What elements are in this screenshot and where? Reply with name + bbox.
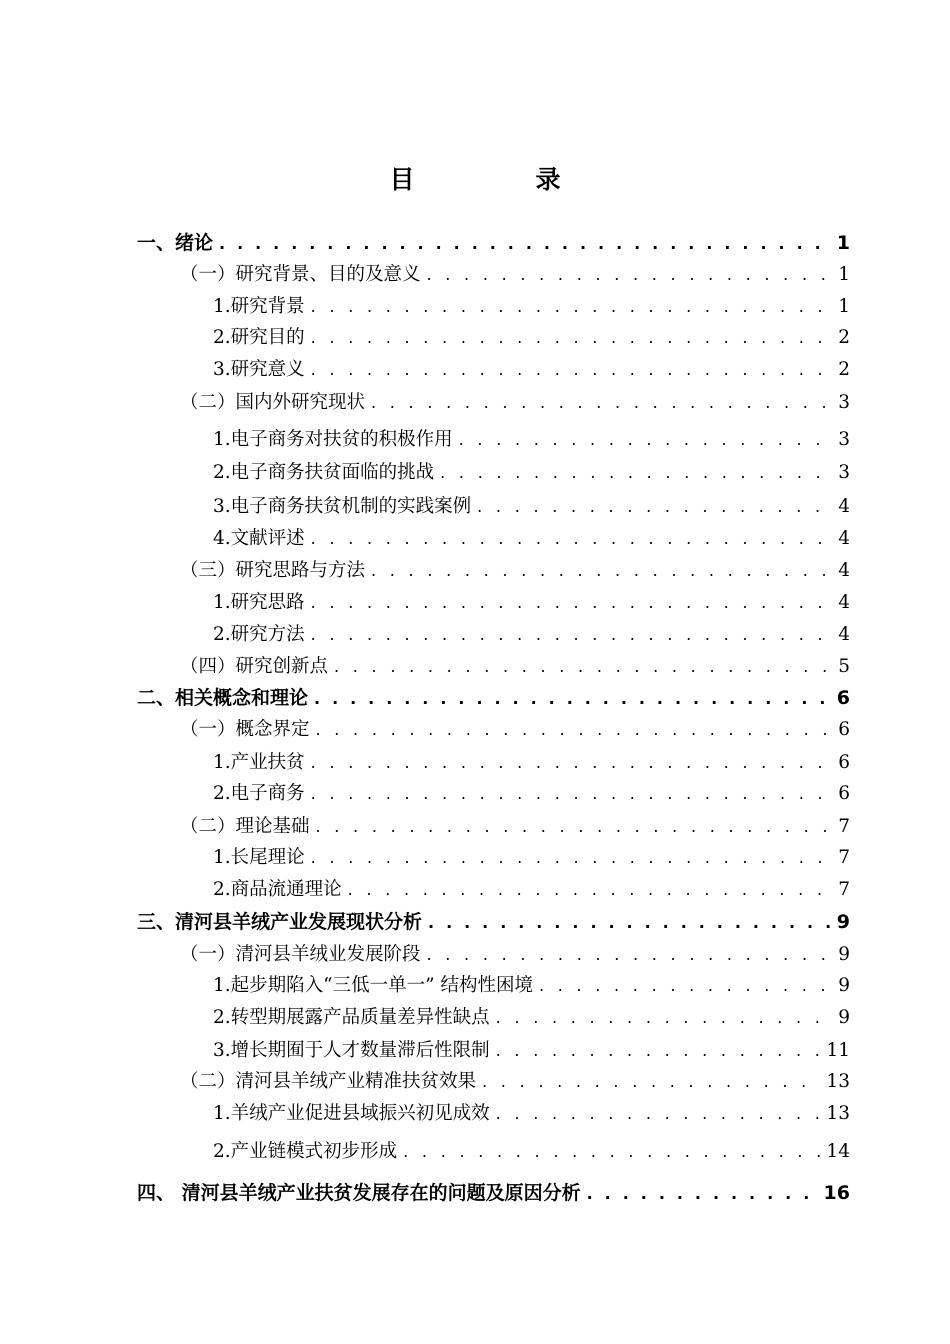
toc-entry-level-2[interactable] bbox=[180, 556, 850, 582]
toc-entry-label: （三）研究思路与方法 bbox=[180, 560, 366, 581]
toc-page-number: 1 bbox=[836, 232, 850, 254]
toc-entry-label: 2.产业链模式初步形成 bbox=[213, 1141, 398, 1162]
toc-page-number: 3 bbox=[838, 429, 850, 450]
toc-leader-dots bbox=[311, 328, 833, 347]
toc-entry-level-3[interactable] bbox=[213, 458, 850, 484]
toc-page-number: 9 bbox=[836, 911, 850, 933]
toc-entry-level-2[interactable] bbox=[180, 1067, 850, 1093]
toc-entry-level-3[interactable] bbox=[213, 425, 850, 451]
toc-page-number: 3 bbox=[838, 462, 850, 483]
toc-entry-level-3[interactable] bbox=[213, 355, 850, 381]
toc-page-number: 4 bbox=[838, 528, 850, 549]
toc-entry-label: 1.羊绒产业促进县域振兴初见成效 bbox=[213, 1103, 490, 1124]
toc-leader-dots bbox=[311, 360, 833, 379]
toc-leader-dots bbox=[311, 848, 833, 867]
toc-page-number: 6 bbox=[838, 719, 850, 740]
page-title: 目 录 bbox=[389, 165, 609, 194]
toc-entry-label: 2.研究方法 bbox=[213, 624, 305, 645]
toc-entry-level-1[interactable] bbox=[137, 907, 850, 934]
toc-leader-dots bbox=[539, 976, 832, 995]
toc-entry-label: 2.商品流通理论 bbox=[213, 879, 342, 900]
toc-entry-label: （二）国内外研究现状 bbox=[180, 392, 366, 413]
toc-leader-dots bbox=[587, 1184, 818, 1203]
toc-page-number: 5 bbox=[838, 656, 850, 677]
toc-entry-level-3[interactable] bbox=[213, 492, 850, 518]
toc-entry-level-3[interactable] bbox=[213, 971, 850, 997]
toc-entry-level-3[interactable] bbox=[213, 588, 850, 614]
toc-entry-level-3[interactable] bbox=[213, 323, 850, 349]
toc-entry-level-2[interactable] bbox=[180, 812, 850, 838]
toc-leader-dots bbox=[496, 1104, 821, 1123]
toc-page-number: 9 bbox=[838, 975, 850, 996]
toc-entry-label: （一）研究背景、目的及意义 bbox=[180, 264, 421, 285]
toc-leader-dots bbox=[371, 561, 832, 580]
toc-page-number: 7 bbox=[838, 816, 850, 837]
toc-page-number: 7 bbox=[838, 847, 850, 868]
toc-leader-dots bbox=[314, 689, 831, 708]
toc-entry-label: 1.长尾理论 bbox=[213, 847, 305, 868]
toc-entry-label: 3.增长期囿于人才数量滞后性限制 bbox=[213, 1040, 490, 1061]
toc-entry-level-3[interactable] bbox=[213, 1099, 850, 1125]
toc-entry-label: 1.研究思路 bbox=[213, 592, 305, 613]
toc-leader-dots bbox=[311, 297, 833, 316]
toc-entry-level-2[interactable] bbox=[180, 260, 850, 286]
toc-leader-dots bbox=[427, 945, 833, 964]
toc-entry-label: 2.研究目的 bbox=[213, 327, 305, 348]
toc-page-number: 2 bbox=[838, 327, 850, 348]
toc-page-number: 6 bbox=[838, 783, 850, 804]
toc-leader-dots bbox=[311, 625, 833, 644]
toc-entry-level-2[interactable] bbox=[180, 652, 850, 678]
toc-page-number: 1 bbox=[838, 264, 850, 285]
toc-page-number: 4 bbox=[838, 624, 850, 645]
toc-leader-dots bbox=[316, 817, 833, 836]
toc-entry-level-3[interactable] bbox=[213, 779, 850, 805]
toc-entry-level-3[interactable] bbox=[213, 1003, 850, 1029]
toc-entry-level-3[interactable] bbox=[213, 748, 850, 774]
toc-entry-label: （二）清河县羊绒产业精准扶贫效果 bbox=[180, 1071, 477, 1092]
toc-page-number: 14 bbox=[826, 1141, 850, 1162]
toc-entry-level-3[interactable] bbox=[213, 875, 850, 901]
toc-leader-dots bbox=[496, 1008, 833, 1027]
toc-page-number: 6 bbox=[836, 687, 850, 709]
toc-leader-dots bbox=[428, 913, 831, 932]
toc-entry-label: （一）概念界定 bbox=[180, 719, 310, 740]
toc-leader-dots bbox=[311, 593, 833, 612]
toc-leader-dots bbox=[477, 497, 832, 516]
toc-page-number: 9 bbox=[838, 1007, 850, 1028]
toc-entry-label: 一、绪论 bbox=[137, 232, 214, 254]
toc-page-number: 16 bbox=[823, 1182, 850, 1204]
toc-page-number: 3 bbox=[838, 392, 850, 413]
toc-leader-dots bbox=[311, 784, 833, 803]
toc-leader-dots bbox=[219, 234, 831, 253]
toc-entry-level-3[interactable] bbox=[213, 1036, 850, 1062]
toc-entry-label: 2.转型期展露产品质量差异性缺点 bbox=[213, 1007, 490, 1028]
toc-leader-dots bbox=[403, 1142, 820, 1161]
toc-page-number: 6 bbox=[838, 752, 850, 773]
toc-entry-level-3[interactable] bbox=[213, 292, 850, 318]
toc-page-number: 4 bbox=[838, 496, 850, 517]
toc-leader-dots bbox=[311, 753, 833, 772]
toc-entry-level-2[interactable] bbox=[180, 940, 850, 966]
toc-entry-label: 4.文献评述 bbox=[213, 528, 305, 549]
toc-entry-label: 2.电子商务扶贫面临的挑战 bbox=[213, 462, 435, 483]
toc-entry-level-1[interactable] bbox=[137, 1178, 850, 1205]
toc-leader-dots bbox=[311, 529, 833, 548]
toc-page-number: 13 bbox=[826, 1103, 850, 1124]
toc-entry-label: （一）清河县羊绒业发展阶段 bbox=[180, 944, 421, 965]
toc-entry-label: 1.起步期陷入“三低一单一” 结构性困境 bbox=[213, 975, 533, 996]
toc-page-number: 4 bbox=[838, 560, 850, 581]
toc-entry-level-3[interactable] bbox=[213, 843, 850, 869]
toc-entry-label: 三、清河县羊绒产业发展现状分析 bbox=[137, 911, 423, 933]
toc-entry-label: 3.研究意义 bbox=[213, 359, 305, 380]
toc-leader-dots bbox=[482, 1072, 820, 1091]
toc-entry-level-3[interactable] bbox=[213, 620, 850, 646]
toc-leader-dots bbox=[371, 393, 832, 412]
toc-page-number: 11 bbox=[826, 1040, 850, 1061]
toc-leader-dots bbox=[316, 720, 833, 739]
toc-entry-label: 四、 清河县羊绒产业扶贫发展存在的问题及原因分析 bbox=[137, 1182, 581, 1204]
toc-entry-level-3[interactable] bbox=[213, 524, 850, 550]
toc-page-number: 1 bbox=[838, 296, 850, 317]
toc-leader-dots bbox=[459, 430, 833, 449]
toc-entry-label: （二）理论基础 bbox=[180, 816, 310, 837]
toc-leader-dots bbox=[334, 657, 832, 676]
toc-leader-dots bbox=[348, 880, 833, 899]
toc-leader-dots bbox=[496, 1041, 821, 1060]
toc-page-number: 2 bbox=[838, 359, 850, 380]
toc-entry-label: 1.电子商务对扶贫的积极作用 bbox=[213, 429, 453, 450]
toc-page-number: 13 bbox=[826, 1071, 850, 1092]
toc-leader-dots bbox=[427, 265, 833, 284]
toc-entry-label: 1.产业扶贫 bbox=[213, 752, 305, 773]
toc-leader-dots bbox=[440, 463, 832, 482]
toc-entry-label: 1.研究背景 bbox=[213, 296, 305, 317]
toc-entry-level-3[interactable] bbox=[213, 1137, 850, 1163]
toc-page-number: 4 bbox=[838, 592, 850, 613]
toc-entry-label: 2.电子商务 bbox=[213, 783, 305, 804]
toc-entry-label: 3.电子商务扶贫机制的实践案例 bbox=[213, 496, 472, 517]
toc-entry-label: 二、相关概念和理论 bbox=[137, 687, 309, 709]
toc-entry-level-1[interactable] bbox=[137, 228, 850, 255]
toc-entry-level-1[interactable] bbox=[137, 683, 850, 710]
toc-page-number: 7 bbox=[838, 879, 850, 900]
toc-entry-label: （四）研究创新点 bbox=[180, 656, 329, 677]
toc-page-number: 9 bbox=[838, 944, 850, 965]
toc-entry-level-2[interactable] bbox=[180, 715, 850, 741]
toc-entry-level-2[interactable] bbox=[180, 388, 850, 414]
